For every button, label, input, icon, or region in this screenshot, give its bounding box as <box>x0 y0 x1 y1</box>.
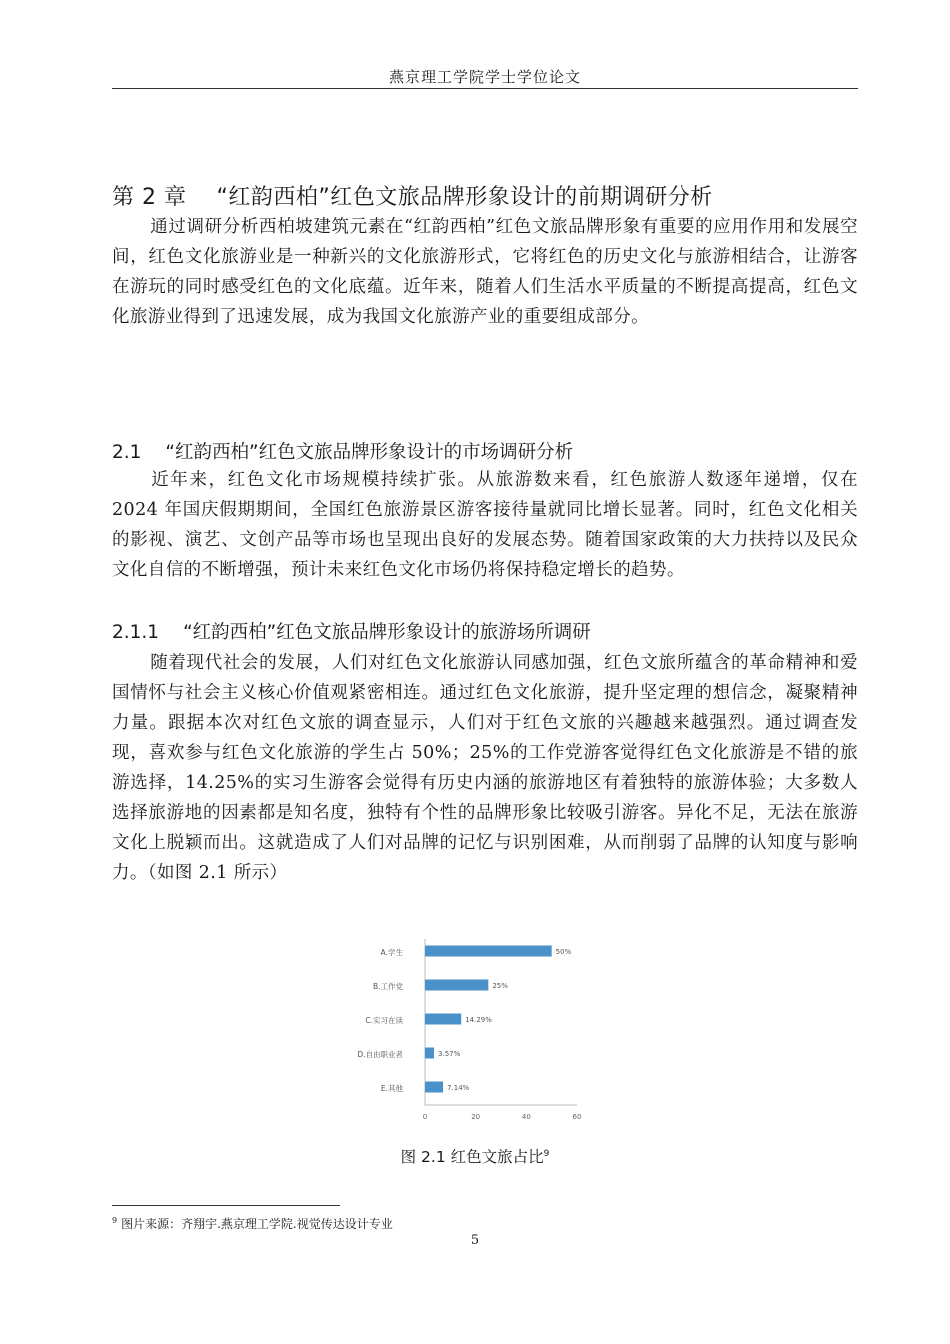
bar <box>425 946 552 957</box>
header-divider <box>112 88 858 89</box>
data-label: 3.57% <box>438 1050 461 1058</box>
intro-paragraph <box>112 212 858 332</box>
category-label: A.学生 <box>380 948 403 957</box>
section-2-1-heading <box>112 438 573 464</box>
section-2-1-text: 近年来，红色文化市场规模持续扩张。从旅游数来看，红色旅游人数逐年递增，仅在2024 年国庆假期期间，全国红色旅游景区游客接待量就同比增长显著。同时，红色文化相关的影视、演艺、文创产品等市场也呈现出良好的发展态势。随着国家政策的大力扶持以及民众文化自信的不断增强，预计未来红色文化市场仍将保持稳定增长的趋势。 <box>112 470 858 580</box>
intro-text: 通过调研分析西柏坡建筑元素在“红韵西柏”红色文旅品牌形象有重要的应用作用和发展空间，红色文化旅游业是一种新兴的文化旅游形式，它将红色的历史文化与旅游相结合，让游客在游玩的同时感受红色的文化底蕴。近年来，随着人们生活水平质量的不断提高提高，红色文化旅游业得到了迅速发展，成为我国文化旅游产业的重要组成部分。 <box>112 217 858 327</box>
data-label: 14.29% <box>465 1016 492 1024</box>
category-label: C.实习在读 <box>365 1016 403 1025</box>
x-tick-label: 0 <box>422 1113 428 1121</box>
x-tick-label: 60 <box>572 1113 582 1121</box>
chapter-number: 第 2 章 <box>112 185 187 210</box>
category-label: D.自由职业者 <box>357 1050 403 1059</box>
figure-caption <box>0 1145 950 1167</box>
footnote-text: 图片来源：齐翔宇.燕京理工学院.视觉传达设计专业 <box>121 1217 393 1231</box>
section-2-1-1-heading <box>112 618 591 644</box>
section-number: 2.1 <box>112 442 142 463</box>
page-number: 5 <box>470 1233 480 1248</box>
data-label: 7.14% <box>447 1084 470 1092</box>
section-2-1-1-paragraph <box>112 648 858 888</box>
category-label: E.其他 <box>380 1084 403 1093</box>
data-label: 50% <box>555 948 572 956</box>
footnote-mark: 9 <box>112 1216 118 1225</box>
footnote <box>112 1215 393 1232</box>
bar <box>425 1082 443 1093</box>
category-label: B.工作党 <box>372 982 403 991</box>
section-title: “红韵西柏”红色文旅品牌形象设计的市场调研分析 <box>165 442 574 463</box>
chapter-heading <box>112 180 713 211</box>
running-header: 燕京理工学院学士学位论文 <box>388 68 581 86</box>
subsection-number: 2.1.1 <box>112 622 160 643</box>
subsection-title: “红韵西柏”红色文旅品牌形象设计的旅游场所调研 <box>183 622 591 643</box>
figure-caption-text: 图 2.1 红色文旅占比 <box>400 1148 544 1166</box>
chapter-title: “红韵西柏”红色文旅品牌形象设计的前期调研分析 <box>216 185 713 210</box>
x-tick-label: 40 <box>521 1113 531 1121</box>
bar <box>425 980 488 991</box>
section-2-1-paragraph <box>112 465 858 585</box>
bar <box>425 1048 434 1059</box>
bar <box>425 1014 461 1025</box>
x-tick-label: 20 <box>471 1113 481 1121</box>
data-label: 25% <box>492 982 508 990</box>
survey-bar-chart <box>355 935 605 1125</box>
footnote-divider <box>112 1205 340 1206</box>
section-2-1-1-text: 随着现代社会的发展，人们对红色文化旅游认同感加强，红色文旅所蕴含的革命精神和爱国情怀与社会主义核心价值观紧密相连。通过红色文化旅游，提升坚定理的想信念，凝聚精神力量。跟据本次对红色文旅的调查显示，人们对于红色文旅的兴趣越来越强烈。通过调查发现，喜欢参与红色文化旅游的学生占 50%；25%的工作党游客觉得红色文化旅游是不错的旅游选择，14.25%的实习生游客会觉得有历史内涵的旅游地区有着独特的旅游体验；大多数人选择旅游地的因素都是知名度，独特有个性的品牌形象比较吸引游客。异化不足，无法在旅游文化上脱颖而出。这就造成了人们对品牌的记忆与识别困难，从而削弱了品牌的认知度与影响力。（如图 2.1 所示） <box>112 653 858 883</box>
footnote-reference: 9 <box>543 1148 550 1159</box>
